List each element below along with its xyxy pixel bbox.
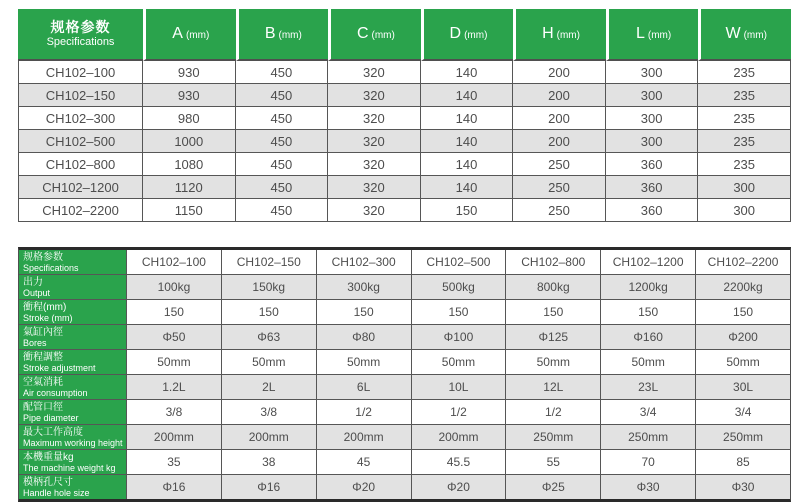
specification-row	[19, 475, 790, 499]
spec-row-header	[19, 350, 126, 375]
dimension-value: 450	[236, 130, 329, 153]
models-header-row	[19, 250, 790, 275]
dimension-value: 235	[698, 130, 791, 153]
spec-value: 70	[600, 450, 695, 475]
dimension-value: 150	[421, 199, 514, 222]
dimension-value: 235	[698, 153, 791, 176]
spec-value: Φ20	[316, 475, 411, 499]
model-name: CH102–500	[411, 250, 506, 275]
specification-row	[19, 375, 790, 400]
col-header-L	[606, 9, 699, 61]
dimension-value: 300	[698, 176, 791, 199]
spec-value: 150	[316, 300, 411, 325]
model-name: CH102–2200	[18, 199, 143, 222]
spec-label-en: Stroke adjustment	[23, 362, 96, 373]
dimension-value: 980	[143, 107, 236, 130]
spec-label-en: Output	[23, 287, 51, 298]
spec-value: 150	[600, 300, 695, 325]
dimension-value: 300	[606, 130, 699, 153]
dimension-value: 360	[606, 153, 699, 176]
model-name: CH102–800	[18, 153, 143, 176]
spec-value: 3/4	[600, 400, 695, 425]
spec-label-en: Pipe diameter	[23, 412, 79, 423]
spec-value: 200mm	[316, 425, 411, 450]
spec-value: 38	[221, 450, 316, 475]
spec-value: Φ160	[600, 325, 695, 350]
col-header-D	[421, 9, 514, 61]
spec-row-header	[19, 400, 126, 425]
specifications-corner-cell	[19, 250, 126, 275]
specification-row	[19, 325, 790, 350]
specification-row	[19, 350, 790, 375]
col-header-B	[236, 9, 329, 61]
spec-value: Φ20	[411, 475, 506, 499]
dimensions-row	[18, 107, 791, 130]
spec-row-header	[19, 425, 126, 450]
spec-value: 300kg	[316, 275, 411, 300]
model-name: CH102–150	[221, 250, 316, 275]
model-name: CH102–800	[505, 250, 600, 275]
spec-value: 85	[695, 450, 790, 475]
spec-value: 2200kg	[695, 275, 790, 300]
model-name: CH102–2200	[695, 250, 790, 275]
spec-label-zh: 衝程調整	[23, 351, 63, 363]
dimension-value: 450	[236, 176, 329, 199]
specification-row	[19, 400, 790, 425]
spec-value: Φ30	[600, 475, 695, 499]
spec-value: 50mm	[505, 350, 600, 375]
col-header-W	[698, 9, 791, 61]
spec-value: 3/8	[221, 400, 316, 425]
dimension-value: 320	[328, 199, 421, 222]
spec-label-en: Air consumption	[23, 387, 88, 398]
spec-value: 50mm	[126, 350, 221, 375]
spec-value: 150	[221, 300, 316, 325]
col-unit: (mm)	[371, 30, 395, 41]
dimension-value: 320	[328, 153, 421, 176]
dimension-value: 320	[328, 84, 421, 107]
dimension-value: 140	[421, 153, 514, 176]
spec-value: 6L	[316, 375, 411, 400]
corner-label-zh: 规格参数	[50, 19, 111, 35]
spec-value: 250mm	[505, 425, 600, 450]
dimension-value: 235	[698, 107, 791, 130]
spec-value: 30L	[695, 375, 790, 400]
dimension-value: 300	[606, 61, 699, 84]
spec-value: 50mm	[221, 350, 316, 375]
dimension-value: 360	[606, 176, 699, 199]
dimension-value: 1000	[143, 130, 236, 153]
spec-value: 50mm	[316, 350, 411, 375]
spec-row-header	[19, 375, 126, 400]
dimensions-row	[18, 130, 791, 153]
dimension-value: 930	[143, 84, 236, 107]
spec-row-header	[19, 450, 126, 475]
spec-value: 45	[316, 450, 411, 475]
spec-value: 50mm	[411, 350, 506, 375]
model-name: CH102–300	[18, 107, 143, 130]
col-unit: (mm)	[743, 30, 767, 41]
dimensions-row	[18, 176, 791, 199]
spec-label-en: Stroke (mm)	[23, 312, 73, 323]
spec-value: 12L	[505, 375, 600, 400]
dimensions-row	[18, 61, 791, 84]
dimension-value: 320	[328, 130, 421, 153]
spec-value: 1200kg	[600, 275, 695, 300]
dimensions-row	[18, 84, 791, 107]
dimension-value: 1150	[143, 199, 236, 222]
dimension-value: 320	[328, 176, 421, 199]
dimension-value: 300	[606, 107, 699, 130]
specifications-table	[18, 247, 791, 502]
col-unit: (mm)	[647, 30, 672, 41]
spec-label-zh: 配管口徑	[23, 401, 63, 413]
dimension-value: 1120	[143, 176, 236, 199]
col-unit: (mm)	[278, 30, 302, 41]
spec-value: Φ50	[126, 325, 221, 350]
col-unit: (mm)	[464, 30, 488, 41]
dimension-value: 235	[698, 61, 791, 84]
dimension-value: 300	[698, 199, 791, 222]
spec-label-en: Maximum working height	[23, 437, 123, 448]
spec-value: Φ200	[695, 325, 790, 350]
spec-value: Φ30	[695, 475, 790, 499]
dimension-value: 450	[236, 61, 329, 84]
dimensions-table	[18, 9, 791, 222]
spec-row-header	[19, 300, 126, 325]
model-name: CH102–500	[18, 130, 143, 153]
spec-value: 150	[126, 300, 221, 325]
spec-value: 23L	[600, 375, 695, 400]
spec-value: Φ25	[505, 475, 600, 499]
spec-value: Φ16	[126, 475, 221, 499]
spec-value: Φ125	[505, 325, 600, 350]
col-header-H	[513, 9, 606, 61]
dimension-value: 200	[513, 61, 606, 84]
spec-label-zh: 空氣消耗	[23, 376, 63, 388]
col-letter: A	[172, 25, 183, 42]
dimension-value: 360	[606, 199, 699, 222]
dimensions-row	[18, 199, 791, 222]
specifications-table-body	[19, 250, 790, 499]
col-header-A	[143, 9, 236, 61]
spec-label-zh: 出力	[23, 276, 43, 288]
dimension-value: 235	[698, 84, 791, 107]
dimension-value: 1080	[143, 153, 236, 176]
spec-value: 250mm	[600, 425, 695, 450]
spec-label-zh: 最大工作高度	[23, 426, 83, 438]
spec-value: 150	[695, 300, 790, 325]
dimension-value: 450	[236, 107, 329, 130]
specification-row	[19, 275, 790, 300]
spec-value: Φ80	[316, 325, 411, 350]
dimension-value: 250	[513, 199, 606, 222]
spec-value: 3/4	[695, 400, 790, 425]
dimension-value: 320	[328, 61, 421, 84]
specification-row	[19, 425, 790, 450]
dimension-value: 140	[421, 107, 514, 130]
dimensions-row	[18, 153, 791, 176]
spec-value: 45.5	[411, 450, 506, 475]
dimension-value: 930	[143, 61, 236, 84]
dimension-value: 140	[421, 84, 514, 107]
spec-value: 200mm	[221, 425, 316, 450]
spec-value: 1/2	[505, 400, 600, 425]
spec-label-zh: 本機重量kg	[23, 451, 74, 463]
specification-row	[19, 300, 790, 325]
dimension-value: 140	[421, 61, 514, 84]
corner-label-zh: 规格参数	[23, 251, 63, 263]
spec-row-header	[19, 275, 126, 300]
spec-value: Φ16	[221, 475, 316, 499]
col-letter: C	[356, 25, 369, 42]
dimension-value: 300	[606, 84, 699, 107]
dimension-value: 450	[236, 84, 329, 107]
dimensions-corner-cell	[18, 9, 143, 61]
spec-value: 150kg	[221, 275, 316, 300]
col-header-C	[328, 9, 421, 61]
col-letter: B	[264, 25, 276, 42]
col-unit: (mm)	[185, 30, 210, 41]
col-letter: H	[542, 25, 554, 42]
spec-value: 150	[505, 300, 600, 325]
spec-value: 250mm	[695, 425, 790, 450]
model-name: CH102–150	[18, 84, 143, 107]
dimensions-table-head	[18, 9, 791, 61]
spec-value: 50mm	[600, 350, 695, 375]
dimension-value: 200	[513, 107, 606, 130]
spec-value: 1/2	[316, 400, 411, 425]
col-unit: (mm)	[556, 30, 580, 41]
model-name: CH102–300	[316, 250, 411, 275]
spec-value: 200mm	[126, 425, 221, 450]
dimension-value: 140	[421, 130, 514, 153]
corner-label-en: Specifications	[46, 36, 115, 48]
spec-value: 500kg	[411, 275, 506, 300]
spec-value: Φ100	[411, 325, 506, 350]
dimension-value: 250	[513, 153, 606, 176]
spec-value: 50mm	[695, 350, 790, 375]
spec-value: Φ63	[221, 325, 316, 350]
spec-label-en: Handle hole size	[23, 487, 90, 498]
model-name: CH102–100	[18, 61, 143, 84]
dimension-value: 450	[236, 199, 329, 222]
dimension-value: 250	[513, 176, 606, 199]
dimensions-header-row	[18, 9, 791, 61]
dimensions-table-body	[18, 61, 791, 222]
spec-label-en: Bores	[23, 337, 47, 348]
dimension-value: 200	[513, 130, 606, 153]
specification-row	[19, 450, 790, 475]
dimension-value: 450	[236, 153, 329, 176]
dimension-value: 200	[513, 84, 606, 107]
spec-value: 800kg	[505, 275, 600, 300]
spec-label-zh: 氣缸內徑	[23, 326, 63, 338]
corner-label-en: Specifications	[23, 262, 79, 273]
col-letter: L	[635, 25, 645, 42]
spec-row-header	[19, 475, 126, 499]
dimension-value: 140	[421, 176, 514, 199]
spec-value: 1.2L	[126, 375, 221, 400]
spec-value: 35	[126, 450, 221, 475]
spec-value: 2L	[221, 375, 316, 400]
col-letter: W	[725, 25, 741, 42]
spec-value: 1/2	[411, 400, 506, 425]
dimension-value: 320	[328, 107, 421, 130]
spec-value: 150	[411, 300, 506, 325]
spec-value: 200mm	[411, 425, 506, 450]
spec-label-zh: 衝程(mm)	[23, 301, 67, 313]
model-name: CH102–1200	[18, 176, 143, 199]
spec-value: 3/8	[126, 400, 221, 425]
model-name: CH102–100	[126, 250, 221, 275]
spec-value: 100kg	[126, 275, 221, 300]
spec-value: 55	[505, 450, 600, 475]
model-name: CH102–1200	[600, 250, 695, 275]
spec-label-zh: 模柄孔尺寸	[23, 476, 73, 488]
spec-label-en: The machine weight kg	[23, 462, 116, 473]
spec-row-header	[19, 325, 126, 350]
col-letter: D	[449, 25, 462, 42]
spec-value: 10L	[411, 375, 506, 400]
